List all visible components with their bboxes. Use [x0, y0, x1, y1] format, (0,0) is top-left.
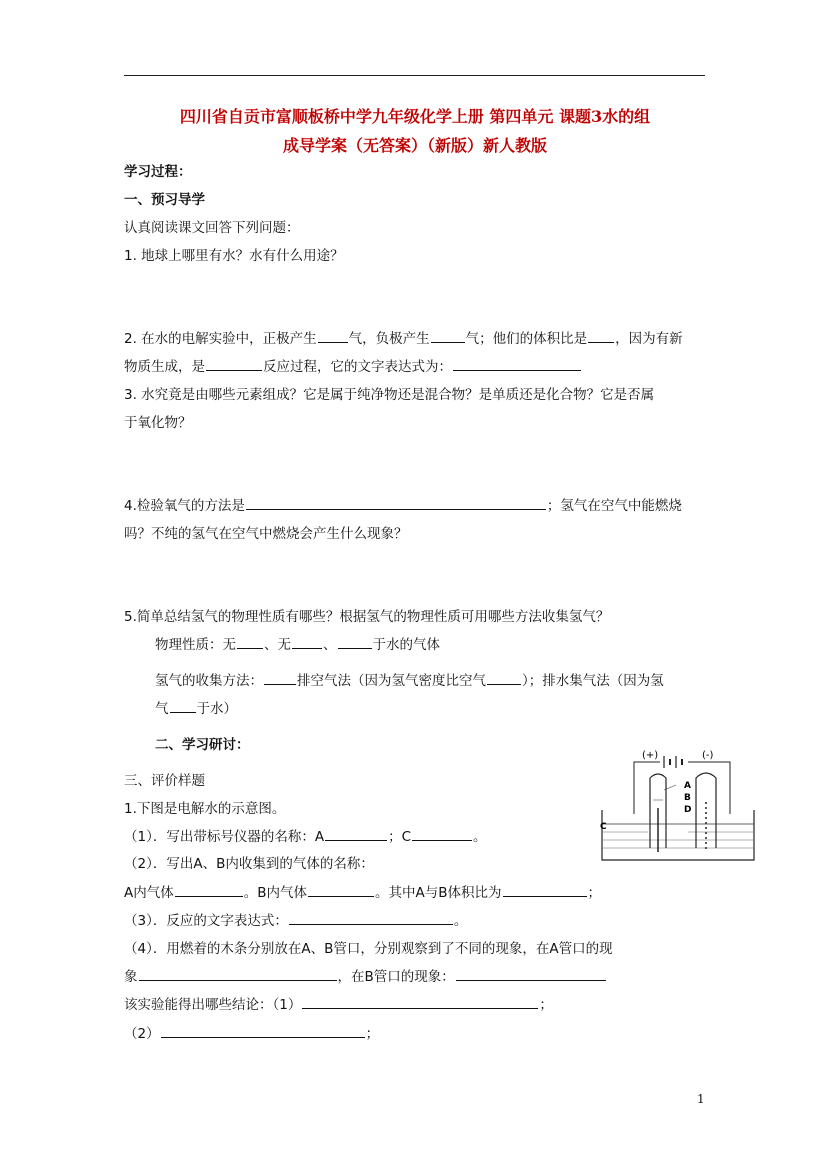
header-rule: [124, 75, 705, 76]
e5-text-a: （3）．反应的文字表达式：: [124, 913, 288, 929]
question-5: 5.简单总结氢气的物理性质有哪些？根据氢气的物理性质可用哪些方法收集氢气？: [124, 609, 610, 625]
phys-text-b: 、无: [264, 637, 291, 653]
blank-gas-b[interactable]: [308, 884, 374, 897]
e7-text-a: 象: [124, 969, 138, 985]
eval-q4: （4）．用燃着的木条分别放在A、B管口，分别观察到了不同的现象，在A管口的现: [124, 941, 613, 957]
e7-text-b: ，在B管口的现象：: [337, 969, 455, 985]
blank-negative-gas[interactable]: [431, 330, 465, 343]
e8-text-b: ；: [539, 997, 553, 1013]
section-eval: 三、评价样题: [124, 773, 205, 789]
eval-q4-answers: [124, 968, 607, 986]
electrolysis-diagram: [598, 748, 758, 864]
blank-gas-a[interactable]: [175, 884, 243, 897]
conclusion-1: [124, 996, 553, 1014]
blank-apparatus-a[interactable]: [325, 828, 387, 841]
e4-text-d: ；: [587, 885, 602, 901]
e9-text-b: ；: [365, 1026, 380, 1042]
q2-text-e: 物质生成，是: [124, 359, 205, 375]
coll-text-b: 排空气法（因为氢气密度比空气: [297, 673, 486, 689]
blank-coll-3[interactable]: [170, 700, 196, 713]
coll-text-c: ）；排水集气法（因为氢: [522, 673, 664, 689]
label-c: C: [600, 822, 607, 832]
label-d: D: [684, 805, 692, 815]
question-2-line-1: [124, 330, 683, 348]
title-line-2: 成导学案（无答案）（新版）新人教版: [282, 136, 547, 155]
phys-text-c: 、: [323, 637, 337, 653]
blank-phys-2[interactable]: [292, 636, 322, 649]
title-line-1: 四川省自贡市富顺板桥中学九年级化学上册 第四单元 课题3水的组: [179, 107, 651, 126]
q2-text-b: 气，负极产生: [348, 331, 430, 347]
label-minus: (-): [702, 750, 714, 761]
blank-positive-gas[interactable]: [318, 330, 348, 343]
eval-intro: 1.下图是电解水的示意图。: [124, 801, 286, 817]
conclusion-2: [124, 1025, 379, 1043]
blank-coll-1[interactable]: [264, 672, 296, 685]
q2-text-c: 气；他们的体积比是: [465, 331, 588, 347]
label-b: B: [684, 793, 691, 803]
coll-text-d: 气: [155, 701, 169, 717]
e4-text-c: 。其中A与B体积比为: [375, 885, 502, 901]
phys-text-d: 于水的气体: [372, 637, 440, 653]
eval-q2: （2）．写出A、B内收集到的气体的名称：: [124, 856, 374, 872]
e5-text-b: 。: [453, 913, 468, 929]
collection-line-2: [155, 700, 237, 718]
blank-ab-ratio[interactable]: [503, 884, 587, 897]
e8-text-a: 该实验能得出哪些结论：（1）: [124, 997, 302, 1013]
collection-line-1: [155, 672, 664, 690]
section-preview: 一、预习导学: [124, 192, 205, 208]
label-a: A: [684, 781, 691, 791]
q2-text-f: 反应过程，它的文字表达式为：: [263, 359, 452, 375]
physical-properties: [155, 636, 440, 654]
blank-volume-ratio[interactable]: [588, 330, 614, 343]
blank-conclusion-2[interactable]: [161, 1025, 365, 1038]
question-4-line-2: 吗？不纯的氢气在空气中燃烧会产生什么现象？: [124, 526, 408, 542]
e4-text-a: A内气体: [124, 885, 174, 901]
e2-text-a: （1）．写出带标号仪器的名称：A: [124, 829, 325, 845]
tube-b: [696, 773, 716, 848]
instruction-read: 认真阅读课文回答下列问题：: [124, 220, 300, 236]
blank-word-equation[interactable]: [453, 358, 581, 371]
question-1: 1. 地球上哪里有水？水有什么用途？: [124, 248, 344, 264]
section-process: 学习过程：: [124, 164, 192, 180]
question-3-line-2: 于氧化物？: [124, 415, 192, 431]
eval-q2-answers: [124, 884, 601, 902]
blank-phys-1[interactable]: [237, 636, 263, 649]
e9-text-a: （2）: [124, 1026, 160, 1042]
blank-phys-3[interactable]: [338, 636, 372, 649]
e4-text-b: 。B内气体: [243, 885, 308, 901]
question-4-line-1: [124, 497, 682, 515]
question-3-line-1: 3. 水究竟是由哪些元素组成？它是属于纯净物还是混合物？是单质还是化合物？它是否属: [124, 387, 655, 403]
e2-text-c: 。: [473, 829, 487, 845]
basin: [602, 810, 754, 860]
blank-a-phenomenon[interactable]: [139, 968, 337, 981]
blank-coll-2[interactable]: [487, 672, 521, 685]
blank-reaction-equation[interactable]: [289, 912, 453, 925]
e2-text-b: ；C: [388, 829, 412, 845]
q2-text-d: ，因为有新: [615, 331, 683, 347]
phys-text-a: 物理性质：无: [155, 637, 236, 653]
blank-apparatus-c[interactable]: [412, 828, 472, 841]
coll-text-e: 于水）: [196, 701, 237, 717]
blank-conclusion-1[interactable]: [302, 996, 538, 1009]
q4-text-b: ；氢气在空气中能燃烧: [546, 498, 682, 514]
coll-text-a: 氢气的收集方法：: [155, 673, 263, 689]
eval-q3: [124, 912, 467, 930]
blank-b-phenomenon[interactable]: [456, 968, 606, 981]
section-study: 二、学习研讨：: [155, 737, 250, 753]
blank-reaction-type[interactable]: [206, 358, 262, 371]
question-2-line-2: [124, 358, 582, 376]
q2-text-a: 2. 在水的电解实验中，正极产生: [124, 331, 317, 347]
label-plus: (+): [642, 750, 659, 761]
eval-q1: [124, 828, 487, 846]
blank-oxygen-test[interactable]: [246, 497, 546, 510]
page-number: 1: [697, 1092, 705, 1106]
q4-text-a: 4.检验氧气的方法是: [124, 498, 245, 514]
